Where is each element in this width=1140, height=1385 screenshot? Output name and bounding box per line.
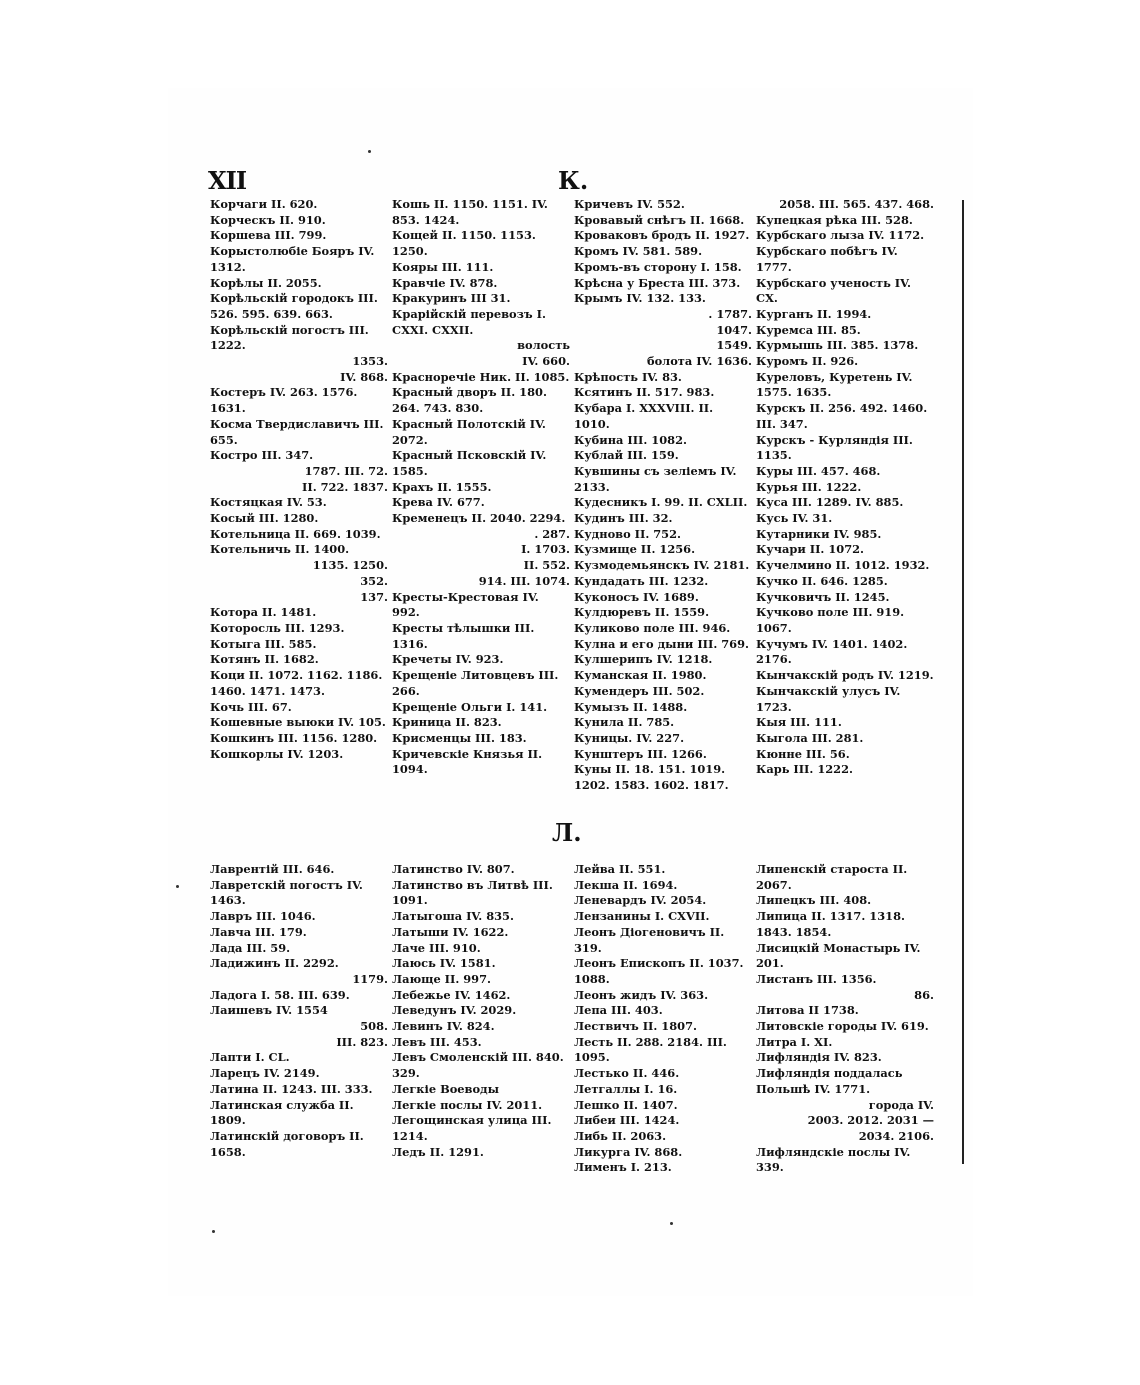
index-entry: Ледъ II. 1291. [392,1144,484,1159]
index-entry: Кунштеръ III. 1266. [574,746,707,761]
index-entry: . 1787. [708,306,752,321]
index-entry: Кулдюревъ II. 1559. [574,605,710,620]
index-entry: I. 1703. [521,542,570,557]
index-entry: Кучумъ IV. 1401. 1402. 2176. [756,636,908,667]
index-entry: Левинъ IV. 824. [392,1019,495,1034]
index-entry: Либь II. 2063. [574,1128,667,1143]
index-entry: Косма Твердиславичъ III. 655. [210,416,384,447]
index-entry: Кощей II. 1150. 1153. 1250. [392,228,536,259]
index-entry: Корѣлы II. 2055. [210,275,322,290]
index-entry: Костяцкая IV. 53. [210,495,327,510]
index-entry: Кочь III. 67. [210,699,292,714]
index-entry: Куромъ II. 926. [756,354,859,369]
index-entry: Кромъ-въ сторону I. 158. [574,259,742,274]
index-entry: Листанъ III. 1356. [756,971,877,986]
index-entry: . 287. [534,526,570,541]
index-entry: Лаюсь IV. 1581. [392,956,496,971]
index-entry: Леневардъ IV. 2054. [574,893,707,908]
index-entry: Купецкая рѣка III. 528. [756,212,913,227]
index-entry: Кучково поле III. 919. 1067. [756,605,905,635]
index-entry: 1047. [716,322,752,337]
section-letter-k: К. [558,166,589,195]
index-entry: Кучко II. 646. 1285. [756,573,888,588]
index-entry: Лавретскій погостъ IV. 1463. [210,877,363,908]
index-entry: Крещеніе Литовцевъ III. 266. [392,668,559,698]
index-entry: Кублай III. 159. [574,448,679,463]
index-entry: Куконосъ IV. 1689. [574,589,699,604]
index-entry: Котороcль III. 1293. [210,620,345,635]
index-entry: Латинство IV. 807. [392,862,515,876]
index-entry: 2003. 2012. 2031 — [807,1113,934,1128]
index-entry: Кучелмино II. 1012. 1932. [756,558,930,573]
index-entry: 86. [914,987,934,1002]
index-entry: Лифляндскіе послы IV. 339. [756,1144,911,1175]
index-entry: Кудново II. 752. [574,526,681,541]
index-entry: Костро III. 347. [210,448,314,463]
index-entry: Котельничь II. 1400. [210,542,350,557]
index-entry: Кременецъ II. 2040. 2294. [392,511,566,526]
index-entry: Кыгола III. 281. [756,730,864,745]
index-entry: Кучковичъ II. 1245. [756,589,890,604]
index-entry: Кречеты IV. 923. [392,652,504,667]
index-entry: III. 823. [336,1034,388,1049]
index-entry: 352. [360,573,388,588]
index-entry: Кричевскіе Князья II. 1094. [392,746,543,777]
index-column-k-4 [756,197,934,778]
index-entry: Курбскаго лыза IV. 1172. [756,228,925,243]
index-entry: Лестько II. 446. [574,1066,680,1081]
index-entry: Крахъ II. 1555. [392,479,492,494]
index-entry: Латинство въ Литвѣ III. 1091. [392,877,553,908]
index-entry: Липецкъ III. 408. [756,893,872,908]
index-entry: Ладижинъ II. 2292. [210,956,339,971]
index-entry: Кыя III. 111. [756,715,842,730]
index-entry: Латинскій договоръ II. 1658. [210,1128,364,1159]
index-entry: Крева IV. 677. [392,495,485,510]
index-entry: Латыши IV. 1622. [392,924,509,939]
index-entry: 2058. III. 565. 437. 468. [779,197,934,211]
index-entry: Леонъ жидъ IV. 363. [574,987,709,1002]
page-edge-rule [962,200,964,1164]
index-entry: Ксятинъ II. 517. 983. [574,385,715,400]
index-entry: Латина II. 1243. III. 333. [210,1081,373,1096]
section-letter-l: Л. [552,818,582,847]
index-entry: Кувшины съ зеліемъ IV. 2133. [574,463,737,494]
index-entry: Коршева III. 799. [210,228,327,243]
index-column-l-3 [574,862,752,1176]
index-entry: Крѣсна у Бреста III. 373. [574,275,741,290]
index-entry: болота IV. 1636. [646,354,752,369]
index-entry: Котора II. 1481. [210,605,317,620]
index-entry: Лензанины I. CXVII. [574,909,710,924]
index-entry: Кровавый снѣгъ II. 1668. [574,212,745,227]
index-entry: Криница II. 823. [392,715,502,730]
index-entry: Корѣльскій городокъ III. 526. 595. 639. 663. [210,291,378,321]
index-entry: Лебежье IV. 1462. [392,987,511,1002]
index-entry: IV. 660. [522,354,570,369]
index-entry: Куницы. IV. 227. [574,730,685,745]
index-entry: Карь III. 1222. [756,762,853,777]
index-entry: Кузмище II. 1256. [574,542,696,557]
index-entry: Лесть II. 288. 2184. III. 1095. [574,1034,727,1065]
index-entry: Кресты тѣлышки III. 1316. [392,620,535,651]
index-entry: Лада III. 59. [210,940,291,955]
index-entry: Лисицкій Монастырь IV. 201. [756,940,921,971]
index-entry: Кошь II. 1150. 1151. IV. 853. 1424. [392,197,548,227]
index-entry: Котельница II. 669. 1039. [210,526,381,541]
index-entry: Куликово поле III. 946. [574,620,731,635]
index-entry: Кынчакскій родъ IV. 1219. [756,668,934,683]
index-entry: 1787. III. 72. [304,463,388,478]
index-entry: Красноречіе Ник. II. 1085. [392,369,570,384]
index-entry: Лаврентій III. 646. [210,862,335,876]
index-entry: Красный дворъ II. 180. 264. 743. 830. [392,385,547,416]
index-column-l-4 [756,862,934,1176]
index-entry: Корыстолюбіе Бояръ IV. 1312. [210,244,375,274]
index-entry: Кусь IV. 31. [756,511,833,526]
index-entry: Кроваковъ бродъ II. 1927. [574,228,750,243]
index-entry: 914. III. 1074. [478,573,570,588]
index-entry: Котянъ II. 1682. [210,652,319,667]
index-entry: 1549. [716,338,752,353]
index-entry: Левъ Смоленскій III. 840. 329. [392,1050,564,1081]
index-entry: 1135. 1250. [312,558,388,573]
index-entry: Кресты-Крестовая IV. 992. [392,589,539,620]
index-entry: Липенскій староста II. 2067. [756,862,908,892]
index-entry: 1179. [352,971,388,986]
index-entry: Легкіе послы IV. 2011. [392,1097,543,1112]
index-entry: Лепа III. 403. [574,1003,663,1018]
index-entry: Кракуринъ III 31. [392,291,511,306]
index-entry: Курья III. 1222. [756,479,862,494]
index-entry: Кубара I. XXXVIII. II. 1010. [574,401,714,431]
index-entry: 137. [360,589,388,604]
index-entry: IV. 868. [340,369,388,384]
index-entry: Кромъ IV. 581. 589. [574,244,703,259]
index-entry: Куманская II. 1980. [574,668,707,683]
index-column-k-2 [392,197,570,778]
index-entry: Кудесникъ I. 99. II. CXLII. [574,495,748,510]
index-entry: Леонъ Епископъ II. 1037. 1088. [574,956,744,986]
index-column-k-1 [210,197,388,762]
index-entry: Лейва II. 551. [574,862,666,876]
index-entry: Кумендеръ III. 502. [574,683,705,698]
index-entry: Литра I. XI. [756,1034,833,1049]
index-entry: Коци II. 1072. 1162. 1186. 1460. 1471. 1473. [210,668,383,698]
index-entry: Красный Полотскій IV. 2072. [392,416,546,447]
index-entry: 2034. 2106. [858,1128,934,1143]
index-entry: Куры III. 457. 468. [756,463,881,478]
index-entry: Легощинская улица III. 1214. [392,1113,552,1143]
index-entry: Косый III. 1280. [210,511,319,526]
index-column-l-2 [392,862,570,1160]
ink-speck [368,150,371,153]
index-entry: Курмышь III. 385. 1378. [756,338,919,353]
index-entry: Кричевъ IV. 552. [574,197,685,211]
index-entry: Леведунъ IV. 2029. [392,1003,517,1018]
index-entry: города IV. [868,1097,934,1112]
index-entry: Лавча III. 179. [210,924,307,939]
index-entry: Кучари II. 1072. [756,542,865,557]
index-entry: Кынчакскій улусъ IV. 1723. [756,683,901,714]
index-entry: Крѣпость IV. 83. [574,369,682,384]
index-entry: II. 552. [523,558,570,573]
index-entry: 1353. [352,354,388,369]
index-entry: Лаче III. 910. [392,940,481,955]
index-entry: Либеи III. 1424. [574,1113,680,1128]
index-entry: Ликурга IV. 868. [574,1144,683,1159]
index-entry: Куса III. 1289. IV. 885. [756,495,904,510]
index-entry: Лименъ I. 213. [574,1160,672,1175]
index-entry: Леонъ Діогеновичъ II. 319. [574,924,725,955]
index-entry: Лешко II. 1407. [574,1097,678,1112]
index-entry: Лифляндія IV. 823. [756,1050,882,1065]
index-entry: Лифляндія поддалась Польшѣ IV. 1771. [756,1066,903,1096]
index-entry: Крымъ IV. 132. 133. [574,291,706,306]
index-column-l-1 [210,862,388,1160]
index-entry: Легкіе Воеводы [392,1081,500,1096]
index-entry: Лествичъ II. 1807. [574,1019,697,1034]
index-entry: Кошевные выюки IV. 105. [210,715,386,730]
index-entry: Ларецъ IV. 2149. [210,1066,320,1081]
index-entry: Куреловъ, Куретень IV. 1575. 1635. [756,369,913,400]
index-entry: Лаишевъ IV. 1554 [210,1003,328,1018]
index-entry: Кошкинъ III. 1156. 1280. [210,730,378,745]
index-entry: Корческъ II. 910. [210,212,326,227]
index-entry: Курскъ - Курляндія III. 1135. [756,432,913,463]
index-entry: Кубина III. 1082. [574,432,687,447]
index-entry: Лекша II. 1694. [574,877,678,892]
index-entry: Курскъ II. 256. 492. 1460. III. 347. [756,401,928,431]
index-entry: Крисменцы III. 183. [392,730,527,745]
ink-speck [212,1230,215,1233]
index-entry: Кунила II. 785. [574,715,675,730]
index-entry: Кузмодемьянскъ IV. 2181. [574,558,750,573]
index-entry: Левъ III. 453. [392,1034,482,1049]
index-entry: Кулна и его дыни III. 769. [574,636,749,651]
index-entry: Костеръ IV. 263. 1576. 1631. [210,385,358,416]
index-entry: Кулшерипъ IV. 1218. [574,652,713,667]
index-entry: II. 722. 1837. [302,479,388,494]
index-entry: Липица II. 1317. 1318. 1843. 1854. [756,909,905,939]
index-entry: Корѣльскій погостъ III. 1222. [210,322,369,353]
index-entry: Котыга III. 585. [210,636,317,651]
index-entry: Кошкорлы IV. 1203. [210,746,344,761]
index-entry: Лавръ III. 1046. [210,909,316,924]
ink-speck [176,885,179,888]
index-entry: Курбскаго побѣгъ IV. 1777. [756,244,898,274]
index-entry: Летгаллы I. 16. [574,1081,678,1096]
index-entry: Кутарники IV. 985. [756,526,882,541]
index-entry: Кумызъ II. 1488. [574,699,688,714]
page-number: XII [208,166,247,195]
index-entry: Куремса III. 85. [756,322,861,337]
index-entry: Латыгоша IV. 835. [392,909,514,924]
index-entry: Кундадать III. 1232. [574,573,709,588]
index-entry: Кояры III. 111. [392,259,494,274]
index-entry: Кудинъ III. 32. [574,511,673,526]
index-entry: волость [517,338,570,353]
index-entry: Латинская служба II. 1809. [210,1097,354,1128]
index-entry: Красный Псковскій IV. 1585. [392,448,547,478]
index-entry: Литовскіе городы IV. 619. [756,1019,929,1034]
index-entry: Литова II 1738. [756,1003,859,1018]
index-entry: Лающе II. 997. [392,971,492,986]
index-entry: 508. [360,1019,388,1034]
index-entry: Крещеніе Ольги I. 141. [392,699,548,714]
index-entry: Куны II. 18. 151. 1019. 1202. 1583. 1602. 1817. [574,762,729,793]
index-entry: Кюнне III. 56. [756,746,850,761]
ink-speck [670,1222,673,1225]
index-entry: Курганъ II. 1994. [756,306,872,321]
index-entry: Крарійскій перевозъ I. CXXI. CXXII. [392,306,546,337]
index-entry: Корчаги II. 620. [210,197,318,211]
index-entry: Лапти I. CL. [210,1050,290,1065]
index-entry: Ладога I. 58. III. 639. [210,987,350,1002]
index-entry: Кравчіе IV. 878. [392,275,498,290]
index-column-k-3 [574,197,752,794]
index-entry: Курбскаго ученость IV. CX. [756,275,911,306]
